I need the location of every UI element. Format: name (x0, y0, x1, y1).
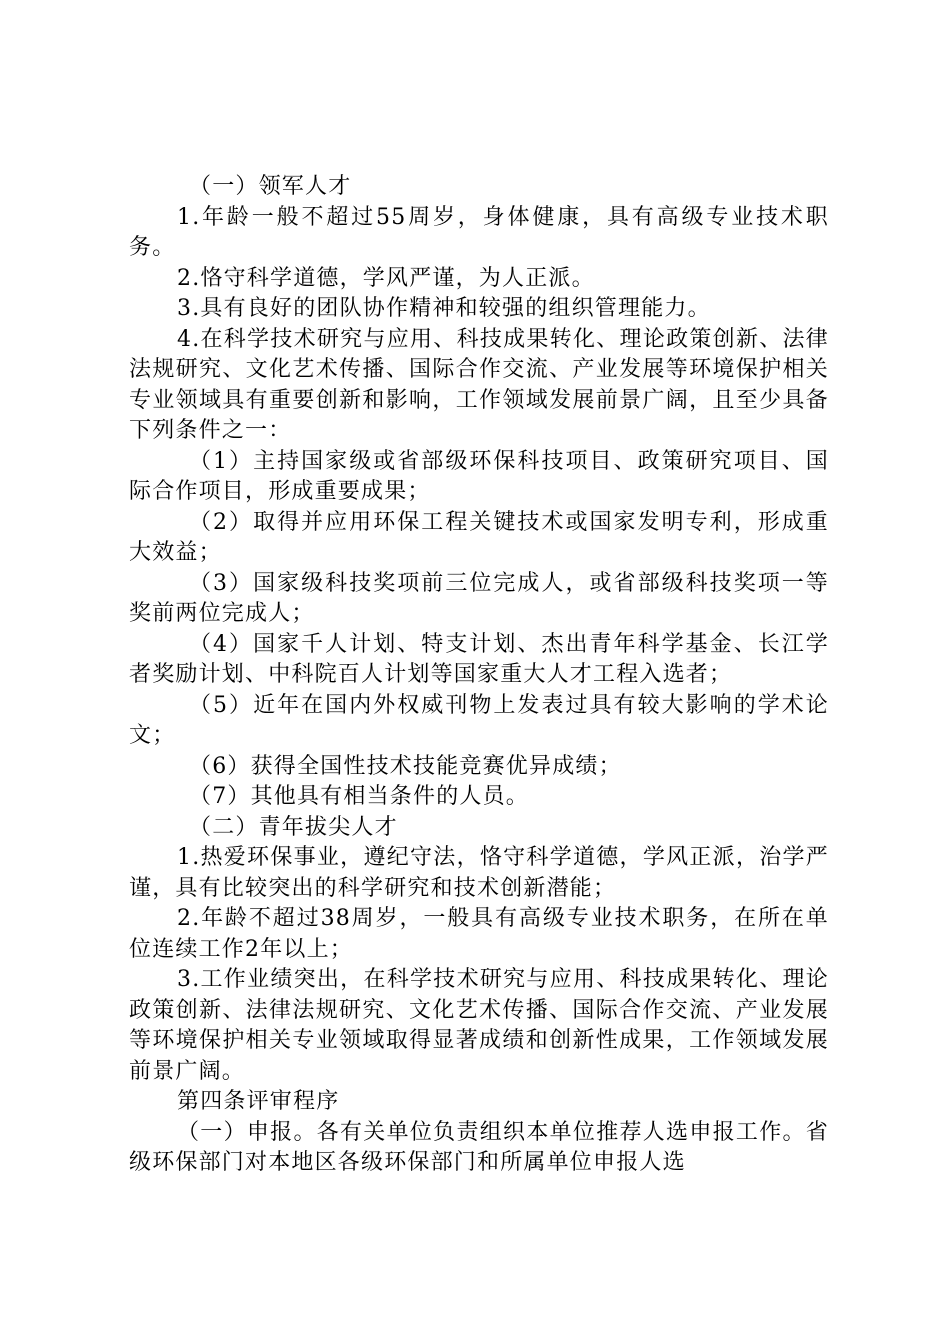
document-body (129, 172, 829, 1179)
paragraph-age-requirement: 1.年龄一般不超过55周岁，身体健康，具有高级专业技术职务。 (129, 204, 829, 260)
paragraph-condition-1: （1）主持国家级或省部级环保科技项目、政策研究项目、国际合作项目，形成重要成果； (129, 448, 829, 504)
paragraph-condition-3: （3）国家级科技奖项前三位完成人，或省部级科技奖项一等奖前两位完成人； (129, 570, 829, 626)
paragraph-young-age: 2.年龄不超过38周岁，一般具有高级专业技术职务，在所在单位连续工作2年以上； (129, 906, 829, 962)
paragraph-condition-5: （5）近年在国内外权威刊物上发表过具有较大影响的学术论文； (129, 692, 829, 748)
paragraph-condition-2: （2）取得并应用环保工程关键技术或国家发明专利，形成重大效益； (129, 509, 829, 565)
paragraph-ethics: 2.恪守科学道德，学风严谨，为人正派。 (177, 265, 595, 291)
paragraph-teamwork: 3.具有良好的团队协作精神和较强的组织管理能力。 (177, 296, 711, 321)
paragraph-article-four-heading: 第四条评审程序 (177, 1089, 340, 1114)
paragraph-young-ethics: 1.热爱环保事业，遵纪守法，恪守科学道德，学风正派，治学严谨，具有比较突出的科学研究和技术创新潜能； (129, 845, 829, 901)
paragraph-condition-7: （7）其他具有相当条件的人员。 (189, 784, 529, 809)
paragraph-condition-4: （4）国家千人计划、特支计划、杰出青年科学基金、长江学者奖励计划、中科院百人计划等国家重大人才工程入选者； (129, 631, 829, 687)
paragraph-application: （一）申报。各有关单位负责组织本单位推荐人选申报工作。省级环保部门对本地区各级环保部门和所属单位申报人选 (129, 1119, 829, 1175)
paragraph-leading-talent-heading: （一）领军人才 (189, 174, 352, 199)
paragraph-condition-6: （6）获得全国性技术技能竞赛优异成绩； (189, 753, 622, 779)
paragraph-young-achievements: 3.工作业绩突出，在科学技术研究与应用、科技成果转化、理论政策创新、法律法规研究、文化艺术传播、国际合作交流、产业发展等环境保护相关专业领域取得显著成绩和创新性成果，工作领域发展前景广阔。 (129, 967, 829, 1084)
paragraph-young-talent-heading: （二）青年拔尖人才 (189, 814, 398, 840)
paragraph-innovation-fields: 4.在科学技术研究与应用、科技成果转化、理论政策创新、法律法规研究、文化艺术传播、国际合作交流、产业发展等环境保护相关专业领域具有重要创新和影响，工作领域发展前景广阔，且至少具备下列条件之一： (129, 326, 829, 443)
